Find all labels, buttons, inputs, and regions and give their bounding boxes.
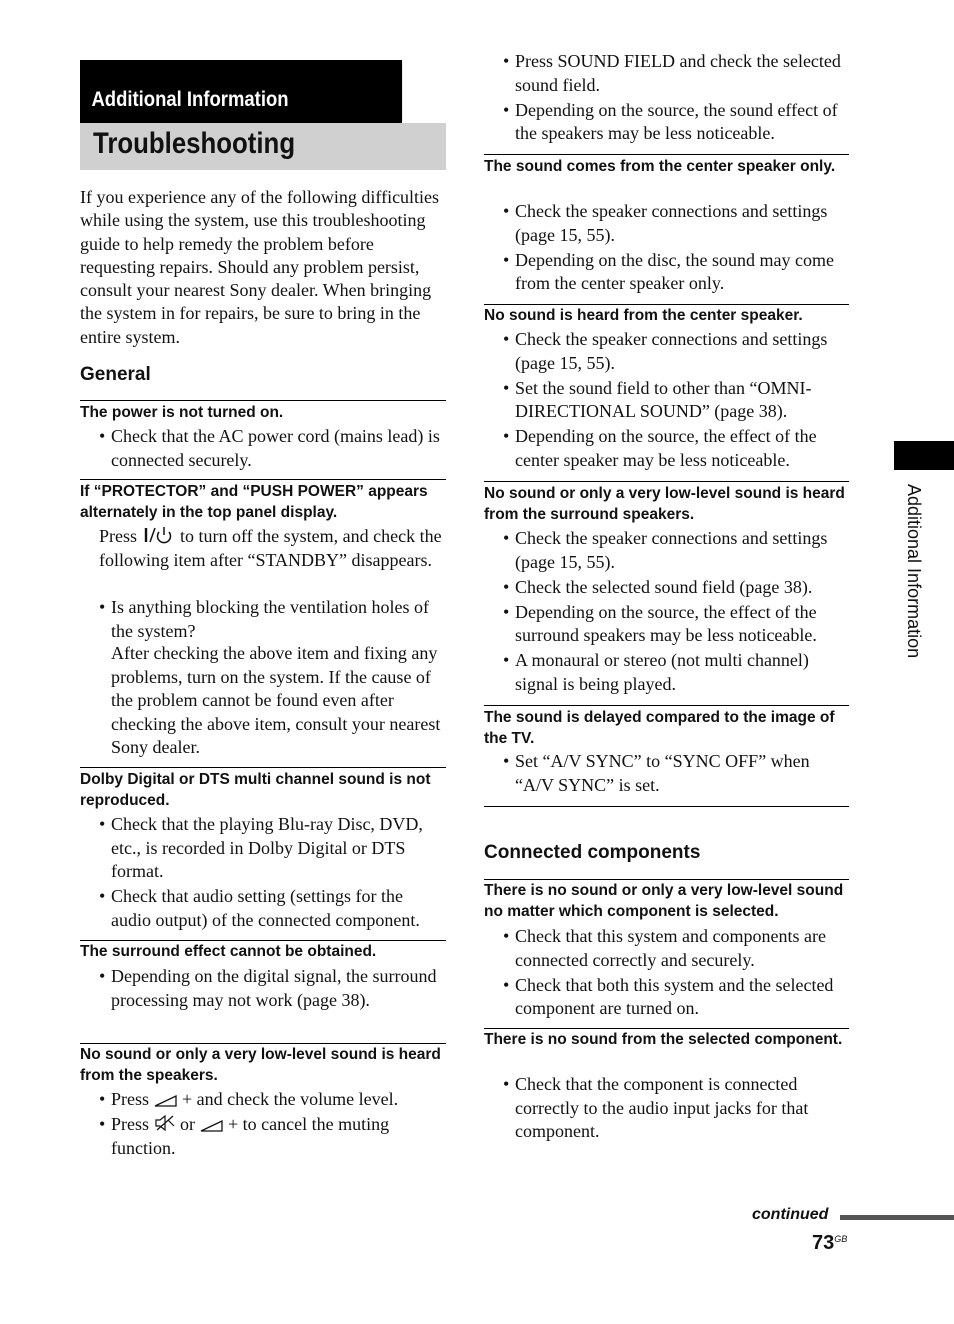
continued-bar bbox=[840, 1215, 954, 1220]
list-item: • Press + and check the volume level. bbox=[80, 1088, 446, 1112]
divider bbox=[80, 400, 446, 401]
divider bbox=[80, 767, 446, 768]
question-title: No sound or only a very low-level sound is heard from the speakers. bbox=[80, 1046, 441, 1084]
divider bbox=[484, 481, 849, 482]
list-item: • A monaural or stereo (not multi channel) signal is being played. bbox=[484, 649, 850, 696]
power-icon bbox=[142, 526, 176, 544]
answer-list bbox=[484, 750, 850, 799]
answer-list bbox=[80, 965, 446, 1014]
section-banner bbox=[80, 60, 446, 170]
question-title: No sound or only a very low-level sound is heard from the surround speakers. bbox=[484, 485, 845, 523]
page-number: $73^{GB}$ bbox=[812, 1232, 848, 1254]
question-title: The sound is delayed compared to the image of the TV. bbox=[484, 709, 835, 747]
press-instruction: Press to turn off the system, and check the following item after “STANDBY” disappears. bbox=[99, 526, 442, 570]
answer-list bbox=[484, 527, 850, 698]
volume-icon bbox=[200, 1120, 224, 1132]
divider bbox=[484, 154, 849, 155]
question-title: The surround effect cannot be obtained. bbox=[80, 943, 377, 960]
list-item: • Check the selected sound field (page 38). bbox=[484, 576, 850, 600]
divider bbox=[80, 479, 446, 480]
general-heading: General bbox=[80, 364, 151, 385]
question-title: There is no sound or only a very low-level sound no matter which component is selected. bbox=[484, 882, 844, 920]
list-item: • Press or + to cancel the muting function. bbox=[80, 1113, 446, 1160]
list-item: • Depending on the disc, the sound may come from the center speaker only. bbox=[484, 249, 850, 296]
list-item: • Depending on the source, the effect of the center speaker may be less noticeable. bbox=[484, 425, 850, 472]
list-item: • Check that both this system and the selected component are turned on. bbox=[484, 974, 850, 1021]
list-item: • Press SOUND FIELD and check the selected sound field. bbox=[484, 50, 850, 97]
question-title: There is no sound from the selected component. bbox=[484, 1031, 843, 1048]
list-item: • Depending on the digital signal, the surround processing may not work (page 38). bbox=[80, 965, 446, 1012]
connected-components-heading: Connected components bbox=[484, 842, 701, 863]
sidebar-section-label: Additional Information bbox=[904, 484, 924, 659]
answer-note: After checking the above item and fixing any problems, turn on the system. If the cause of the problem cannot be found even after checking the above item, consult your nearest Sony dealer. bbox=[111, 643, 441, 757]
question-title: The sound comes from the center speaker only. bbox=[484, 158, 836, 175]
answer-list bbox=[484, 925, 850, 1022]
page-title: Troubleshooting bbox=[80, 123, 446, 170]
list-item: • Check that this system and components are connected correctly and securely. bbox=[484, 925, 850, 972]
section-title: Additional Information bbox=[80, 60, 402, 123]
continued-label: continued bbox=[752, 1206, 829, 1223]
list-item: • Check the speaker connections and settings (page 15, 55). bbox=[484, 200, 850, 247]
question-title: If “PROTECTOR” and “PUSH POWER” appears alternately in the top panel display. bbox=[80, 483, 428, 521]
answer-list bbox=[484, 200, 850, 297]
volume-icon bbox=[154, 1095, 178, 1107]
list-item: • Set “A/V SYNC” to “SYNC OFF” when “A/V SYNC” is set. bbox=[484, 750, 850, 797]
list-item: • Is anything blocking the ventilation holes of the system? bbox=[80, 596, 446, 643]
list-item: • Depending on the source, the effect of the surround speakers may be less noticeable. bbox=[484, 601, 850, 648]
list-item: • Check that the component is connected correctly to the audio input jacks for that component. bbox=[484, 1073, 850, 1144]
answer-list bbox=[80, 813, 446, 934]
list-item: • Check that audio setting (settings for the audio output) of the connected component. bbox=[80, 885, 446, 932]
question-title: No sound is heard from the center speaker. bbox=[484, 307, 803, 324]
divider bbox=[484, 806, 849, 807]
intro-paragraph: If you experience any of the following difficulties while using the system, use this troubleshooting guide to help remedy the problem before requesting repairs. Should any problem persist, consult your nearest Sony dealer. When bringing the system in for repairs, be sure to bring in the entire system. bbox=[80, 187, 440, 347]
list-item: • Check the speaker connections and settings (page 15, 55). bbox=[484, 527, 850, 574]
answer-list bbox=[80, 425, 446, 474]
answer-list bbox=[484, 328, 850, 474]
divider bbox=[484, 705, 849, 706]
question-title: Dolby Digital or DTS multi channel sound is not reproduced. bbox=[80, 771, 431, 809]
list-item: • Set the sound field to other than “OMNI-DIRECTIONAL SOUND” (page 38). bbox=[484, 377, 850, 424]
section-tab bbox=[894, 441, 954, 470]
list-item: • Depending on the source, the sound effect of the speakers may be less noticeable. bbox=[484, 99, 850, 146]
list-item: • Check that the playing Blu-ray Disc, DVD, etc., is recorded in Dolby Digital or DTS format. bbox=[80, 813, 446, 884]
answer-list bbox=[484, 50, 850, 147]
answer-list bbox=[80, 596, 446, 645]
list-item: • Check that the AC power cord (mains lead) is connected securely. bbox=[80, 425, 446, 472]
mute-icon bbox=[154, 1114, 176, 1132]
question-title: The power is not turned on. bbox=[80, 404, 284, 421]
answer-list bbox=[484, 1073, 850, 1145]
list-item: • Check the speaker connections and settings (page 15, 55). bbox=[484, 328, 850, 375]
answer-list bbox=[80, 1088, 446, 1162]
